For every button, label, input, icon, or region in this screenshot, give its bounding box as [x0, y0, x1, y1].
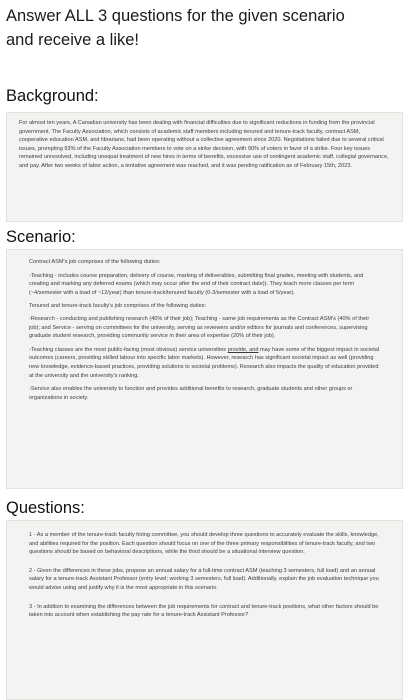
scenario-underlined-phrase: provide, and	[227, 346, 259, 353]
scenario-tenure-intro: Tenured and tenure-track faculty's job comprises of the following duties:	[29, 303, 207, 310]
question-2: 2 - Given the differences in these jobs, propose an annual salary for a full-time contract ASM (teaching 3 semesters, full load) and an annual salary for a tenure-track Assistant Professor (entry level; working 3 semesters, full load). Additionally, explain the job evaluation technique you would advise using and justify why it is the most appropriate in this scenario.	[29, 567, 379, 591]
scenario-heading: Scenario:	[6, 228, 76, 246]
questions-screenshot-box	[6, 520, 403, 700]
scenario-screenshot-box	[6, 249, 403, 489]
scenario-contract-duties: -Teaching - includes course preparation, delivery of course, marking of deliverables, submitting final grades, meeting with students, and creating and marking any deferred exams (which may occur after the end of their contract date)). They teach more classes per term (~4/semester with a load of ~12/year) than tenure-track/tenured faculty (0-3/semester with a load of 5/year).	[29, 272, 364, 296]
questions-heading: Questions:	[6, 499, 85, 517]
scenario-teaching-impact	[29, 346, 380, 380]
scenario-contract-intro: Contract ASM's job comprises of the following duties:	[29, 259, 161, 265]
scenario-teaching-impact-end: may have some of the biggest impact in societal outcomes (careers, providing skilled labour into specific labor markets). However, research has significant societal impact as well (providing new knowledge, evidence-based practices, providing solutions to societal problems). Research also impacts the quality of education provided at the university and the university's ranking.	[29, 346, 380, 379]
background-heading: Background:	[6, 87, 99, 105]
question-3: 3 - In addition to examining the differences between the job requirements for contract and tenure-track positions, what other factors should be taken into account when establishing the pay rate for a tenure-track Assistant Professor?	[29, 603, 379, 619]
question-1: 1 - As a member of the tenure-track faculty hiring committee, you should develop three questions to accurately evaluate the skills, knowledge, and abilities required for the position. Each question should focus on one of the three primary responsibilities of tenure-track faculty, and two questions should be based on behavioral descriptions, while the third should be a situational interview question.	[29, 532, 379, 556]
intro-line-1: Answer ALL 3 questions for the given scenario	[6, 7, 345, 25]
scenario-service: -Service also enables the university to function and provides additional benefits to research, graduate students and other groups or organizations in society.	[29, 386, 353, 401]
intro-line-2: and receive a like!	[6, 31, 139, 49]
scenario-teaching-impact-start: -Teaching classes are the most public-facing (most obvious) service universities	[29, 346, 228, 353]
background-screenshot-box	[6, 112, 403, 222]
background-text: For almost ten years, A Canadian university has been dealing with financial difficulties due to significant reductions in funding from the provincial government. The Faculty Association, which consists of academic staff members including tenured and tenure-track faculty, contract ASM, cooperative education ASM, and librarians, had been operating without a collective agreement since 2020. Negotiations failed due to several critical issues, prompting 93% of the Faculty Association members to vote on a strike decision, with 90% of voters in favor of a strike. Four key issues remained unresolved, including unequal treatment of new hires in terms of benefits, excessive use of contingent academic staff, collegial governance, and pay. After two weeks of labor action, a tentative agreement was reached, and it was pending ratification as of February 15th, 2023.	[19, 120, 389, 169]
intro-text	[6, 4, 406, 52]
scenario-tenure-duties: -Research - conducting and publishing research (40% of their job); Teaching - same job requirements as the Contract ASM's (40% of their job); and Service - serving on committees for the university, serving as reviewers and/or editors for journals and conferences, supervising graduate student research, providing community service in their area of expertise (20% of their job).	[29, 315, 370, 340]
